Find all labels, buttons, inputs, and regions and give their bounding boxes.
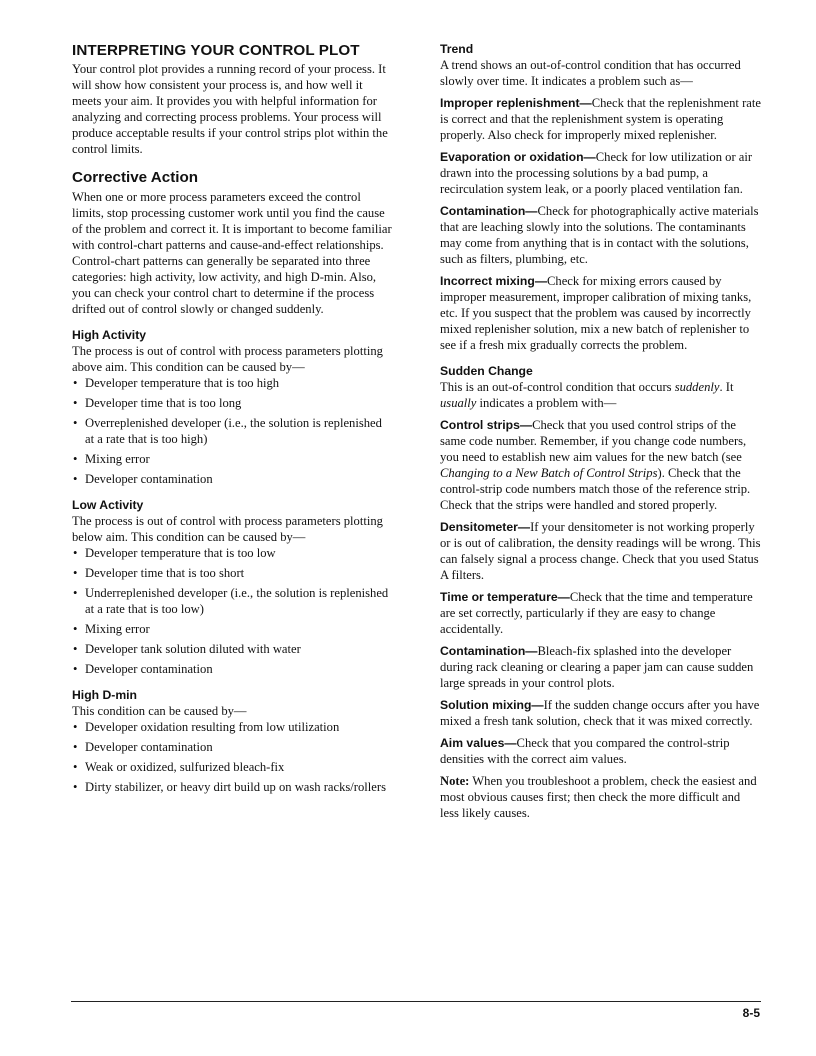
trend-item-evaporation: Evaporation or oxidation—Check for low utilization or air drawn into the processing solutions by a bad pump, a recirculation system leak, or a poorly placed ventilation fan. bbox=[440, 150, 753, 196]
list-item: • Developer temperature that is too high bbox=[73, 376, 280, 390]
bullet-icon: • bbox=[73, 720, 78, 734]
list-item: • Developer contamination bbox=[73, 662, 213, 676]
bullet-icon: • bbox=[73, 740, 78, 754]
bullet-icon: • bbox=[73, 546, 78, 560]
bullet-icon: • bbox=[73, 416, 78, 430]
sudden-item-control-strips: Control strips—Check that you used control strips of the same code number. Remember, if you change code numbers, you need to establish new aim values for the new batch (see Changing to a New Batch of Control Strips). Check that the control-strip code numbers match those of the reference strip. Check that the strips were handled and stored properly. bbox=[440, 418, 751, 512]
high-activity-heading: High Activity bbox=[72, 328, 147, 342]
bullet-icon: • bbox=[73, 642, 78, 656]
intro-paragraph: Your control plot provides a running record of your process. It will show how consistent your process is, and how well it meets your aim. It provides you with helpful information for analyzing and correcting process problems. Your process will produce acceptable results if your control strips plot within the control limits. bbox=[72, 62, 388, 156]
sudden-item-densitometer: Densitometer—If your densitometer is not working properly or is out of calibration, the density readings will be wrong. This can falsely signal a process change. Check that you used Status A filters. bbox=[440, 520, 761, 582]
note-paragraph: Note: When you troubleshoot a problem, check the easiest and most obvious causes first; then check the more difficult and less likely causes. bbox=[440, 774, 757, 820]
list-item: • Developer contamination bbox=[73, 472, 213, 486]
bullet-icon: • bbox=[73, 452, 78, 466]
list-item: • Mixing error bbox=[73, 452, 150, 466]
low-activity-heading: Low Activity bbox=[72, 498, 144, 512]
bullet-icon: • bbox=[73, 662, 78, 676]
trend-intro: A trend shows an out-of-control condition that has occurred slowly over time. It indicates a problem such as— bbox=[440, 58, 741, 88]
sudden-item-contamination: Contamination—Bleach-fix splashed into the developer during rack cleaning or clearing a paper jam can cause sudden large spreads in your control plots. bbox=[440, 644, 754, 690]
cross-reference: Changing to a New Batch of Control Strips bbox=[440, 466, 658, 480]
corrective-action-heading: Corrective Action bbox=[72, 169, 199, 186]
list-item: • Overreplenished developer (i.e., the solution is replenished at a rate that is too high) bbox=[73, 416, 382, 446]
bullet-icon: • bbox=[73, 622, 78, 636]
bullet-icon: • bbox=[73, 780, 78, 794]
bullet-icon: • bbox=[73, 760, 78, 774]
bullet-icon: • bbox=[73, 396, 78, 410]
list-item: • Weak or oxidized, sulfurized bleach-fix bbox=[73, 760, 285, 774]
sudden-item-aim-values: Aim values—Check that you compared the control-strip densities with the correct aim values. bbox=[440, 736, 730, 766]
trend-item-incorrect-mixing: Incorrect mixing—Check for mixing errors caused by improper measurement, improper calibration of mixing tanks, etc. If you suspect that the problem was caused by incorrectly mixed replenisher solution, mix a new batch of replenisher to see if a fresh mix gradually corrects the problem. bbox=[440, 274, 752, 352]
right-column bbox=[440, 42, 762, 821]
bullet-icon: • bbox=[73, 376, 78, 390]
list-item: • Developer tank solution diluted with water bbox=[73, 642, 301, 656]
list-item: • Mixing error bbox=[73, 622, 150, 636]
sudden-item-time-temperature: Time or temperature—Check that the time and temperature are set correctly, particularly if they are easy to change accidentally. bbox=[440, 590, 753, 636]
list-item: • Dirty stabilizer, or heavy dirt build up on wash racks/rollers bbox=[73, 780, 386, 794]
sudden-change-heading: Sudden Change bbox=[440, 364, 533, 378]
high-activity-list bbox=[72, 375, 394, 487]
list-item: • Developer time that is too short bbox=[73, 566, 245, 580]
trend-item-improper-replenishment: Improper replenishment—Check that the replenishment rate is correct and that the replenishment system is operating properly. Also check for improperly mixed replenisher. bbox=[440, 96, 761, 142]
list-item: • Underreplenished developer (i.e., the solution is replenished at a rate that is too low) bbox=[73, 586, 389, 616]
high-dmin-list bbox=[72, 719, 394, 795]
list-item: • Developer time that is too long bbox=[73, 396, 242, 410]
low-activity-list bbox=[72, 545, 394, 677]
page-number: 8-5 bbox=[742, 1006, 760, 1020]
sudden-change-intro: This is an out-of-control condition that occurs suddenly. It usually indicates a problem with— bbox=[440, 380, 734, 410]
sudden-item-solution-mixing: Solution mixing—If the sudden change occurs after you have mixed a fresh tank solution, check that it was mixed correctly. bbox=[440, 698, 760, 728]
trend-item-contamination: Contamination—Check for photographically active materials that are leaching slowly into the solutions. The contaminants may come from anything that is in contact with the solutions, such as filters, plumbing, etc. bbox=[440, 204, 759, 266]
list-item: • Developer temperature that is too low bbox=[73, 546, 276, 560]
list-item: • Developer oxidation resulting from low utilization bbox=[73, 720, 340, 734]
left-column bbox=[72, 42, 394, 795]
high-dmin-intro: This condition can be caused by— bbox=[72, 704, 247, 718]
high-activity-intro: The process is out of control with process parameters plotting above aim. This condition can be caused by— bbox=[72, 344, 383, 374]
corrective-action-paragraph: When one or more process parameters exceed the control limits, stop processing customer work until you find the cause of the problem and correct it. It is important to become familiar with control-chart patterns and cause-and-effect relationships. Control-chart patterns can generally be separated into three categories: high activity, low activity, and high D-min. Also, you can check your control chart to determine if the process drifted out of control slowly or changed suddenly. bbox=[72, 190, 392, 316]
footer-divider bbox=[71, 1001, 761, 1002]
section-title: INTERPRETING YOUR CONTROL PLOT bbox=[72, 42, 360, 59]
list-item: • Developer contamination bbox=[73, 740, 213, 754]
trend-heading: Trend bbox=[440, 42, 474, 56]
bullet-icon: • bbox=[73, 586, 78, 600]
bullet-icon: • bbox=[73, 566, 78, 580]
high-dmin-heading: High D-min bbox=[72, 688, 137, 702]
low-activity-intro: The process is out of control with process parameters plotting below aim. This condition can be caused by— bbox=[72, 514, 383, 544]
bullet-icon: • bbox=[73, 472, 78, 486]
